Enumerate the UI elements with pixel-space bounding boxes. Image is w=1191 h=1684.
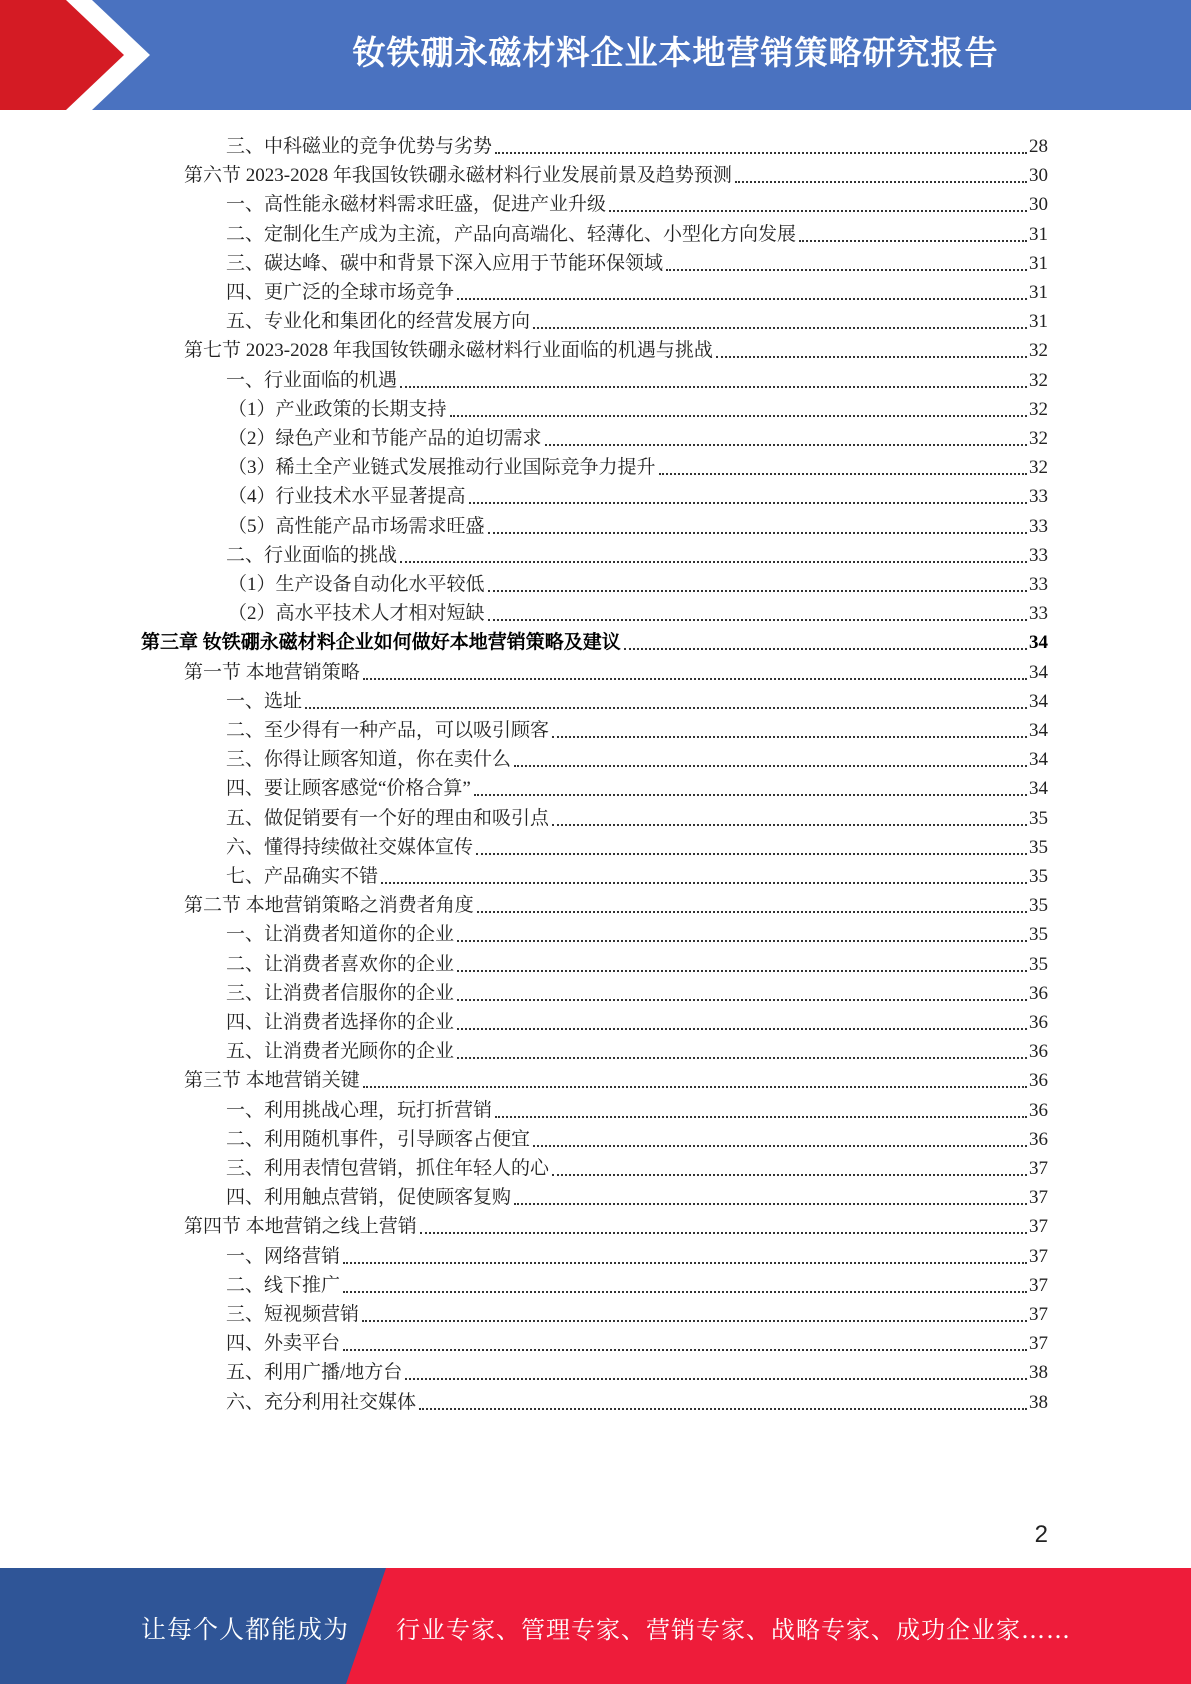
toc-entry-page: 37 (1029, 1216, 1048, 1238)
toc-entry-title: （2）绿色产业和节能产品的迫切需求 (228, 428, 542, 449)
toc-entry[interactable] (226, 245, 1048, 276)
toc-entry[interactable] (226, 975, 1048, 1006)
toc-entry-title: 三、让消费者信服你的企业 (226, 982, 455, 1004)
report-title: 钕铁硼永磁材料企业本地营销策略研究报告 (352, 33, 999, 72)
toc-dot-leader (476, 853, 1027, 855)
toc-entry-title: 二、定制化生产成为主流，产品向高端化、轻薄化、小型化方向发展 (226, 223, 797, 245)
toc-dot-leader (552, 824, 1027, 826)
toc-dot-leader (469, 502, 1027, 504)
toc-entry-title: 四、要让顾客感觉“价格合算” (226, 778, 471, 800)
toc-dot-leader (363, 1086, 1027, 1088)
toc-entry-page: 37 (1029, 1304, 1048, 1325)
toc-entry-page: 35 (1029, 836, 1048, 858)
toc-entry-page: 34 (1029, 661, 1048, 683)
toc-entry[interactable] (226, 741, 1048, 772)
toc-entry-page: 34 (1029, 720, 1048, 741)
toc-entry[interactable] (226, 1092, 1048, 1123)
toc-entry-title: （1）产业政策的长期支持 (228, 398, 447, 420)
toc-entry-title: 三、利用表情包营销，抓住年轻人的心 (226, 1158, 550, 1179)
toc-dot-leader (488, 590, 1027, 592)
toc-entry[interactable] (226, 916, 1048, 947)
page-number: 2 (1034, 1521, 1048, 1548)
toc-entry[interactable] (228, 391, 1048, 422)
toc-entry-title: 二、至少得有一种产品，可以吸引顾客 (226, 720, 550, 741)
toc-entry-page: 31 (1029, 252, 1048, 274)
toc-entry-title: 第六节 2023-2028 年我国钕铁硼永磁材料行业发展前景及趋势预测 (184, 165, 732, 187)
toc-entry-title: 四、更广泛的全球市场竞争 (226, 282, 455, 303)
toc-entry-title: 五、利用广播/地方台 (226, 1362, 403, 1384)
toc-entry-page: 35 (1029, 895, 1048, 917)
toc-entry[interactable] (226, 274, 1048, 305)
toc-entry-title: 六、懂得持续做社交媒体宣传 (226, 836, 474, 858)
toc-entry-page: 35 (1029, 924, 1048, 946)
toc-dot-leader (457, 298, 1027, 300)
toc-entry[interactable] (228, 478, 1048, 509)
toc-entry-title: 一、利用挑战心理，玩打折营销 (226, 1099, 493, 1121)
toc-entry-page: 31 (1029, 311, 1048, 333)
toc-entry-title: 一、行业面临的机遇 (226, 369, 398, 391)
toc-entry[interactable] (226, 537, 1048, 568)
toc-entry-page: 32 (1029, 428, 1048, 449)
toc-dot-leader (343, 1291, 1027, 1293)
toc-entry-title: 二、行业面临的挑战 (226, 544, 398, 566)
footer-banner (0, 1568, 1191, 1684)
toc-entry-title: 三、短视频营销 (226, 1304, 360, 1325)
toc-dot-leader (420, 1232, 1027, 1234)
toc-dot-leader (381, 882, 1027, 884)
toc-entry-page: 35 (1029, 866, 1048, 887)
toc-entry[interactable] (226, 712, 1048, 743)
toc-entry-page: 34 (1029, 690, 1048, 712)
toc-dot-leader (419, 1408, 1027, 1410)
toc-entry[interactable] (184, 332, 1048, 363)
toc-entry-title: （1）生产设备自动化水平较低 (228, 574, 485, 595)
toc-entry-page: 33 (1029, 486, 1048, 508)
toc-entry[interactable] (184, 157, 1048, 188)
toc-dot-leader (363, 678, 1027, 680)
toc-entry-page: 32 (1029, 369, 1048, 391)
toc-entry[interactable] (226, 946, 1048, 977)
toc-entry[interactable] (226, 1121, 1048, 1152)
toc-dot-leader (545, 444, 1027, 446)
toc-entry[interactable] (226, 1354, 1048, 1385)
toc-entry-page: 28 (1029, 136, 1048, 157)
toc-entry-title: （4）行业技术水平显著提高 (228, 486, 466, 508)
toc-entry-page: 35 (1029, 953, 1048, 975)
toc-entry-page: 33 (1029, 515, 1048, 537)
toc-entry-page: 36 (1029, 1041, 1048, 1063)
toc-entry-title: 二、让消费者喜欢你的企业 (226, 953, 455, 975)
toc-entry-title: 第二节 本地营销策略之消费者角度 (184, 895, 474, 917)
toc-entry[interactable] (228, 595, 1048, 626)
toc-entry-page: 37 (1029, 1274, 1048, 1296)
toc-dot-leader (659, 473, 1027, 475)
toc-entry-title: 五、让消费者光顾你的企业 (226, 1041, 455, 1063)
toc-entry-page: 38 (1029, 1362, 1048, 1384)
toc-entry-title: 六、充分利用社交媒体 (226, 1391, 417, 1413)
toc-entry-page: 32 (1029, 457, 1048, 479)
toc-entry[interactable] (141, 624, 1048, 655)
toc-dot-leader (799, 240, 1027, 242)
toc-entry[interactable] (184, 887, 1048, 918)
toc-entry-title: 二、利用随机事件，引导顾客占便宜 (226, 1128, 531, 1150)
toc-entry-title: 第四节 本地营销之线上营销 (184, 1216, 417, 1238)
toc-dot-leader (477, 911, 1027, 913)
toc-entry-page: 36 (1029, 1128, 1048, 1150)
toc-dot-leader (343, 1262, 1027, 1264)
toc-dot-leader (457, 970, 1027, 972)
toc-dot-leader (533, 327, 1027, 329)
toc-entry-page: 34 (1029, 632, 1048, 654)
toc-dot-leader (609, 210, 1027, 212)
toc-entry-page: 34 (1029, 778, 1048, 800)
toc-entry[interactable] (226, 770, 1048, 801)
toc-dot-leader (735, 181, 1027, 183)
toc-entry[interactable] (226, 800, 1048, 831)
toc-entry[interactable] (226, 1179, 1048, 1210)
toc-dot-leader (400, 386, 1027, 388)
toc-entry-page: 38 (1029, 1391, 1048, 1413)
toc-dot-leader (716, 356, 1027, 358)
toc-entry[interactable] (226, 1004, 1048, 1035)
toc-dot-leader (552, 736, 1027, 738)
toc-entry[interactable] (226, 1238, 1048, 1269)
toc-entry-page: 33 (1029, 574, 1048, 595)
toc-entry-page: 37 (1029, 1158, 1048, 1179)
toc-entry-page: 34 (1029, 749, 1048, 771)
footer-slogan-right: 行业专家、管理专家、营销专家、战略专家、成功企业家…… (396, 1616, 1071, 1644)
toc-dot-leader (343, 1349, 1027, 1351)
toc-dot-leader (305, 707, 1027, 709)
toc-entry[interactable] (226, 1325, 1048, 1356)
toc-entry-page: 31 (1029, 223, 1048, 245)
toc-entry-title: 一、选址 (226, 690, 303, 712)
footer-slogan-left: 让每个人都能成为 (141, 1615, 350, 1644)
toc-entry[interactable] (228, 420, 1048, 451)
toc-entry-title: 第一节 本地营销策略 (184, 661, 360, 683)
toc-entry[interactable] (228, 449, 1048, 480)
toc-entry-page: 30 (1029, 165, 1048, 187)
toc-dot-leader (533, 1145, 1027, 1147)
toc-entry-title: 七、产品确实不错 (226, 866, 379, 887)
toc-entry-title: （3）稀土全产业链式发展推动行业国际竞争力提升 (228, 457, 656, 479)
toc-dot-leader (495, 152, 1027, 154)
toc-entry-title: 第三节 本地营销关键 (184, 1070, 360, 1092)
toc-entry-title: 三、碳达峰、碳中和背景下深入应用于节能环保领域 (226, 252, 664, 274)
toc-dot-leader (474, 794, 1027, 796)
toc-entry-page: 32 (1029, 340, 1048, 362)
toc-entry-title: （5）高性能产品市场需求旺盛 (228, 515, 485, 537)
toc-entry-page: 33 (1029, 603, 1048, 625)
toc-entry[interactable] (226, 1150, 1048, 1181)
toc-dot-leader (450, 415, 1027, 417)
toc-entry-page: 36 (1029, 1012, 1048, 1033)
toc-dot-leader (457, 1028, 1027, 1030)
toc-dot-leader (457, 999, 1027, 1001)
toc-entry-page: 31 (1029, 282, 1048, 303)
toc-entry-title: 一、网络营销 (226, 1245, 341, 1267)
toc-entry[interactable] (184, 1208, 1048, 1239)
toc-dot-leader (514, 1203, 1027, 1205)
toc-entry-title: 一、高性能永磁材料需求旺盛，促进产业升级 (226, 194, 607, 216)
toc-dot-leader (488, 532, 1027, 534)
toc-dot-leader (624, 648, 1027, 650)
toc-dot-leader (400, 561, 1027, 563)
toc-entry[interactable] (226, 858, 1048, 889)
toc-entry-title: 第七节 2023-2028 年我国钕铁硼永磁材料行业面临的机遇与挑战 (184, 340, 713, 362)
toc-entry[interactable] (228, 566, 1048, 597)
toc-entry-page: 37 (1029, 1245, 1048, 1267)
toc-dot-leader (495, 1116, 1027, 1118)
toc-entry-page: 37 (1029, 1333, 1048, 1355)
toc-entry[interactable] (226, 1296, 1048, 1327)
toc-entry[interactable] (226, 303, 1048, 334)
toc-dot-leader (457, 940, 1027, 942)
toc-entry-page: 36 (1029, 982, 1048, 1004)
toc-entry[interactable] (226, 1033, 1048, 1064)
toc-entry-page: 37 (1029, 1187, 1048, 1209)
toc-entry-page: 30 (1029, 194, 1048, 216)
toc-dot-leader (362, 1320, 1027, 1322)
toc-entry[interactable] (226, 1384, 1048, 1415)
toc-entry[interactable] (226, 128, 1048, 159)
toc-entry-title: （2）高水平技术人才相对短缺 (228, 603, 485, 625)
toc-entry-title: 四、利用触点营销，促使顾客复购 (226, 1187, 512, 1209)
toc-entry-page: 35 (1029, 807, 1048, 829)
toc-entry-title: 五、做促销要有一个好的理由和吸引点 (226, 807, 550, 829)
toc-entry-title: 二、线下推广 (226, 1274, 341, 1296)
toc-entry[interactable] (184, 654, 1048, 685)
toc-entry-page: 36 (1029, 1099, 1048, 1121)
toc-dot-leader (488, 619, 1027, 621)
toc-entry[interactable] (226, 1267, 1048, 1298)
toc-entry[interactable] (226, 186, 1048, 217)
toc-entry-title: 五、专业化和集团化的经营发展方向 (226, 311, 531, 333)
toc-dot-leader (514, 765, 1027, 767)
toc-entry[interactable] (226, 683, 1048, 714)
toc-entry[interactable] (226, 216, 1048, 247)
toc-dot-leader (552, 1174, 1027, 1176)
toc-entry-title: 三、中科磁业的竞争优势与劣势 (226, 136, 493, 157)
toc-entry[interactable] (226, 829, 1048, 860)
toc-entry-title: 四、让消费者选择你的企业 (226, 1012, 455, 1033)
toc-entry-title: 一、让消费者知道你的企业 (226, 924, 455, 946)
toc-dot-leader (666, 269, 1027, 271)
toc-entry-title: 三、你得让顾客知道，你在卖什么 (226, 749, 512, 771)
toc-entry[interactable] (228, 508, 1048, 539)
toc-entry[interactable] (184, 1062, 1048, 1093)
toc-entry-title: 第三章 钕铁硼永磁材料企业如何做好本地营销策略及建议 (141, 632, 621, 654)
toc-entry-page: 33 (1029, 544, 1048, 566)
toc-entry[interactable] (226, 362, 1048, 393)
header-banner (0, 0, 1191, 110)
toc-dot-leader (405, 1378, 1027, 1380)
toc-entry-page: 32 (1029, 398, 1048, 420)
toc-dot-leader (457, 1057, 1027, 1059)
toc-entry-title: 四、外卖平台 (226, 1333, 341, 1355)
toc-entry-page: 36 (1029, 1070, 1048, 1092)
